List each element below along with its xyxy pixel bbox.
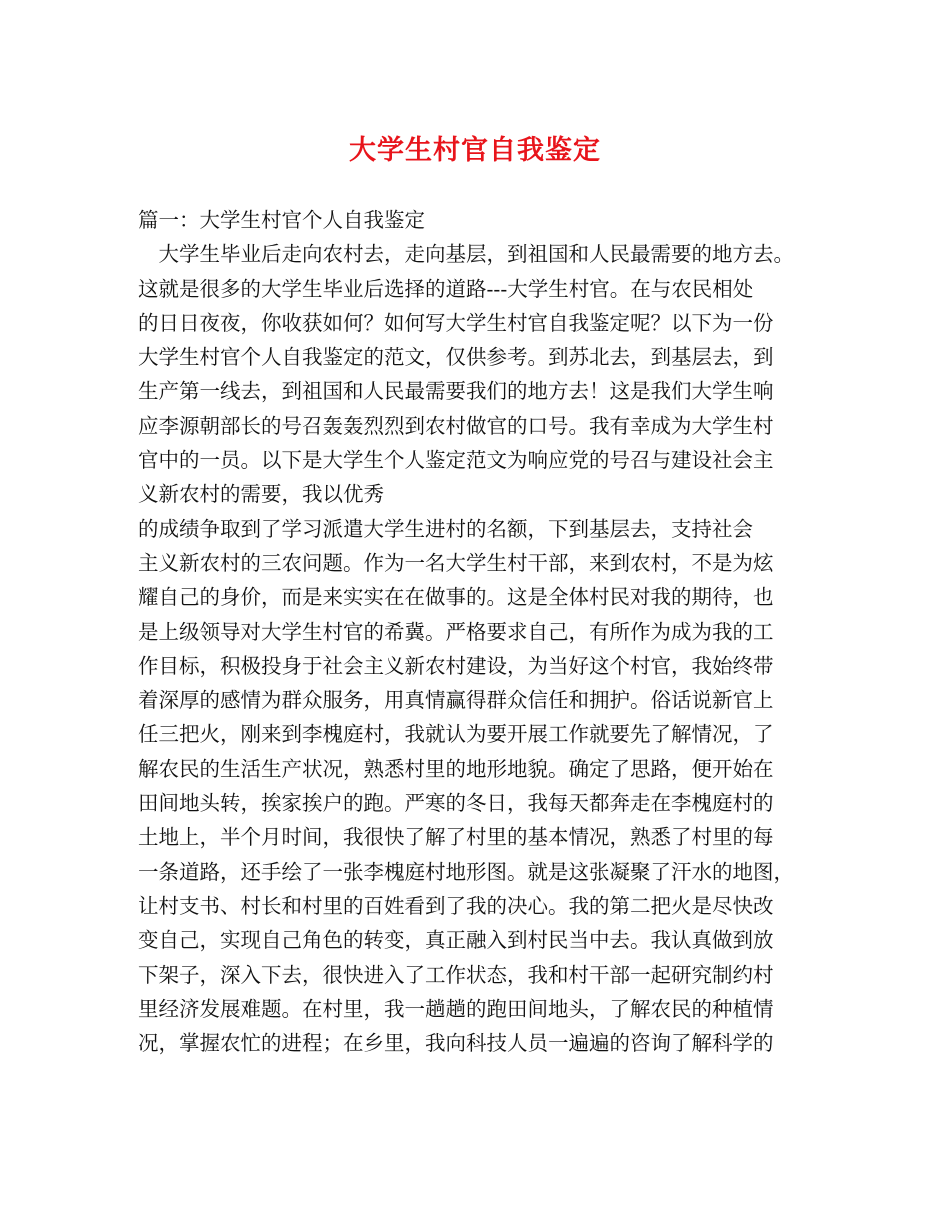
- body-line: 这就是很多的大学生毕业后选择的道路---大学生村官。在与农民相处: [138, 276, 754, 301]
- body-line: 着深厚的感情为群众服务，用真情赢得群众信任和拥护。俗话说新官上: [138, 688, 774, 713]
- body-line: 的日日夜夜，你收获如何？如何写大学生村官自我鉴定呢？以下为一份: [138, 310, 774, 335]
- section-heading: 篇一：大学生村官个人自我鉴定: [138, 208, 425, 232]
- body-line: 应李源朝部长的号召轰轰烈烈到农村做官的口号。我有幸成为大学生村: [138, 413, 774, 438]
- body-line: 生产第一线去，到祖国和人民最需要我们的地方去！这是我们大学生响: [138, 379, 774, 404]
- body-line: 主义新农村的三农问题。作为一名大学生村干部，来到农村，不是为炫: [138, 550, 774, 575]
- body-line: 耀自己的身价，而是来实实在在做事的。这是全体村民对我的期待，也: [138, 585, 774, 610]
- body-line: 大学生村官个人自我鉴定的范文，仅供参考。到苏北去，到基层去，到: [138, 345, 774, 370]
- body-line: 的成绩争取到了学习派遣大学生进村的名额，下到基层去，支持社会: [138, 516, 753, 541]
- body-line: 下架子，深入下去，很快进入了工作状态，我和村干部一起研究制约村: [138, 962, 774, 987]
- body-line: 作目标，积极投身于社会主义新农村建设，为当好这个村官，我始终带: [138, 653, 774, 678]
- body-line: 让村支书、村长和村里的百姓看到了我的决心。我的第二把火是尽快改: [138, 893, 774, 918]
- body-line: 解农民的生活生产状况，熟悉村里的地形地貌。确定了思路，便开始在: [138, 756, 774, 781]
- document-title: 大学生村官自我鉴定: [349, 135, 601, 166]
- body-line: 一条道路，还手绘了一张李槐庭村地形图。就是这张凝聚了汗水的地图，: [138, 859, 794, 884]
- body-line: 义新农村的需要，我以优秀: [138, 482, 384, 507]
- document-body: [138, 203, 838, 1060]
- body-line: 是上级领导对大学生村官的希冀。严格要求自己，有所作为成为我的工: [138, 619, 774, 644]
- body-line: 土地上，半个月时间，我很快了解了村里的基本情况，熟悉了村里的每: [138, 825, 774, 850]
- body-line: 官中的一员。以下是大学生个人鉴定范文为响应党的号召与建设社会主: [138, 448, 774, 473]
- body-line: 任三把火，刚来到李槐庭村，我就认为要开展工作就要先了解情况，了: [138, 722, 774, 747]
- body-line: 田间地头转，挨家挨户的跑。严寒的冬日，我每天都奔走在李槐庭村的: [138, 791, 774, 816]
- body-line: 况，掌握农忙的进程；在乡里，我向科技人员一遍遍的咨询了解科学的: [138, 1031, 774, 1056]
- body-line: 变自己，实现自己角色的转变，真正融入到村民当中去。我认真做到放: [138, 928, 774, 953]
- body-line: 大学生毕业后走向农村去，走向基层，到祖国和人民最需要的地方去。: [138, 242, 794, 267]
- body-line: 里经济发展难题。在村里，我一趟趟的跑田间地头，了解农民的种植情: [138, 996, 774, 1021]
